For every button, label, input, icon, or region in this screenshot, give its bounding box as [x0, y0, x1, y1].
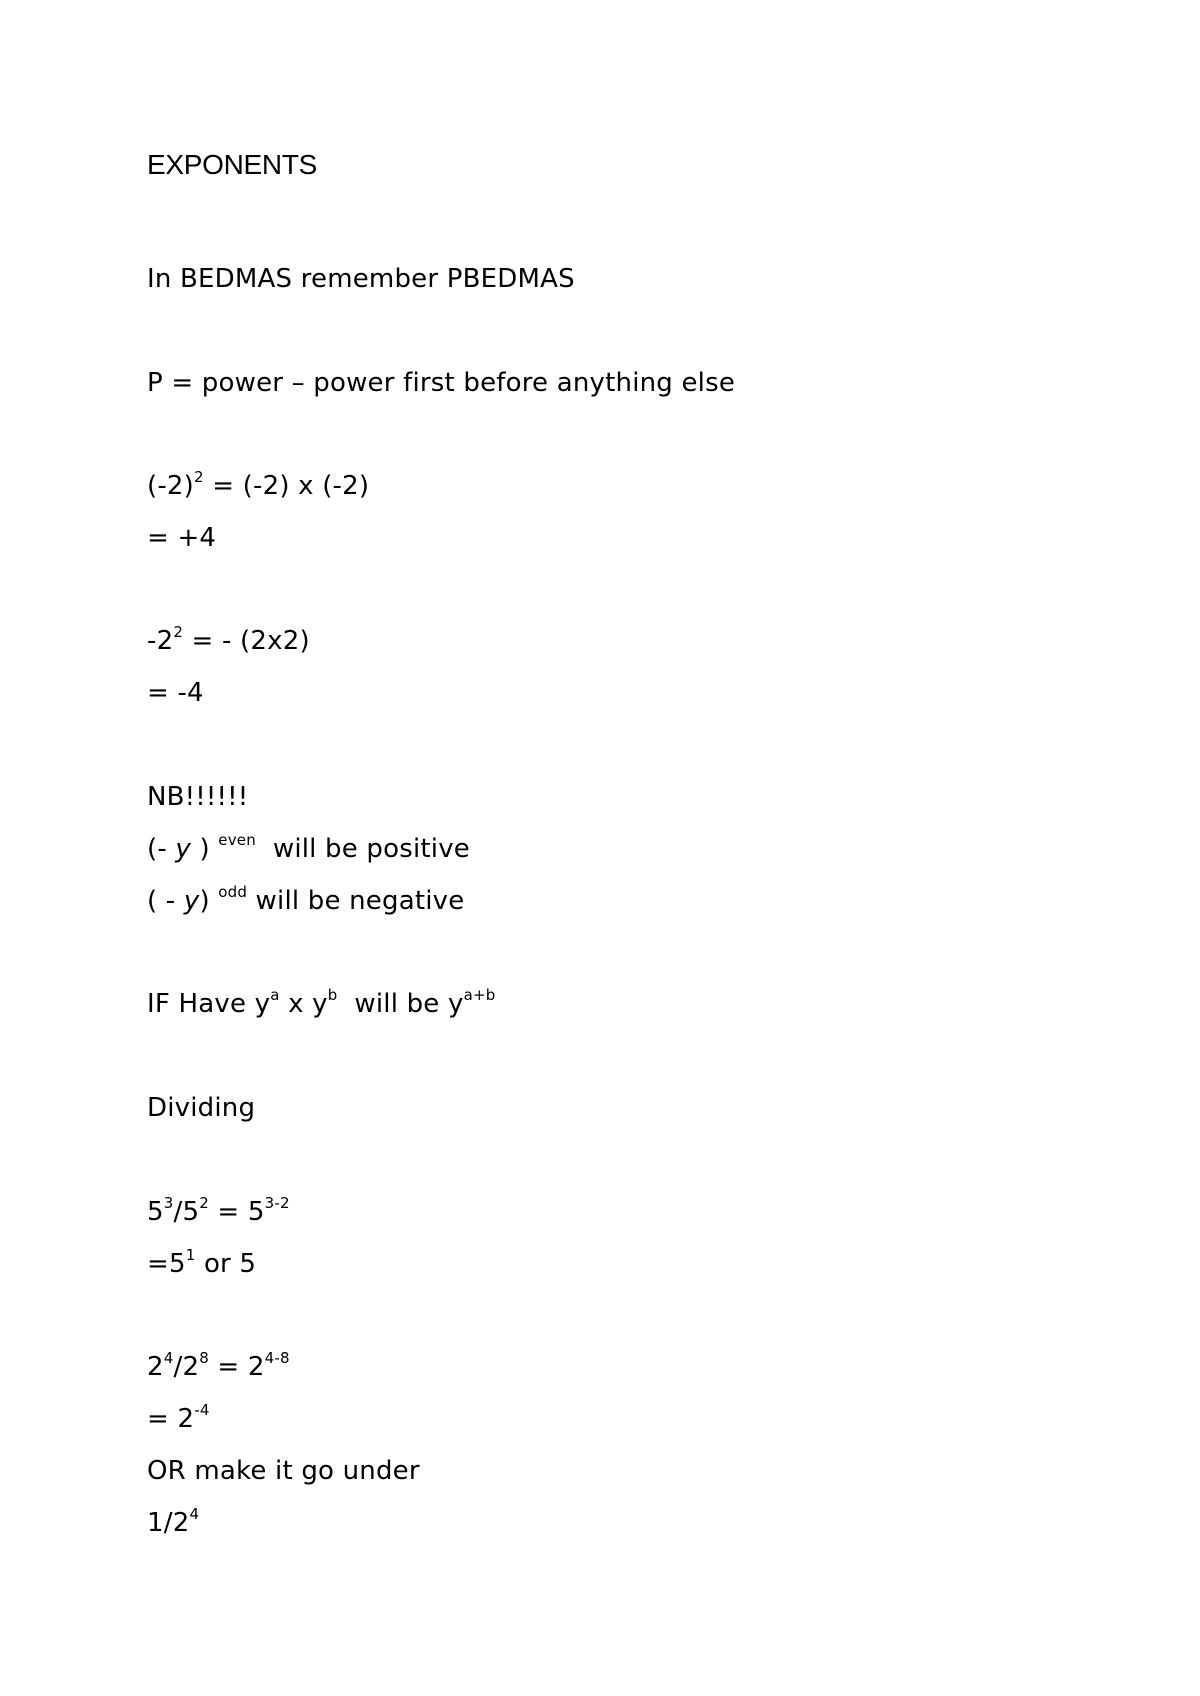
div2-eq: = 2 [208, 1352, 265, 1382]
bedmas-line: In BEDMAS remember PBEDMAS [147, 264, 575, 294]
divide-example-2-note: OR make it go under [147, 1456, 420, 1486]
rule-text: will be y [337, 989, 464, 1019]
example-1-result: = +4 [147, 523, 217, 553]
example-2-base: -2 [147, 626, 174, 656]
rule-exponent-a: a [270, 986, 280, 1004]
nb-odd-open: ( - [147, 886, 184, 916]
power-line: P = power – power first before anything else [147, 368, 736, 398]
div2-exp2: 8 [199, 1349, 209, 1367]
nb-heading: NB!!!!!! [147, 782, 249, 812]
rule-prefix: IF Have y [147, 989, 271, 1019]
nb-even-exponent: even [218, 831, 256, 849]
div1-result-exp: 1 [185, 1246, 196, 1264]
page-title: EXPONENTS [147, 149, 318, 180]
example-1-base: (-2) [147, 471, 195, 501]
div1-result-prefix: =5 [147, 1249, 186, 1279]
divide-example-1-result [147, 1248, 256, 1280]
nb-even-open: (- [147, 834, 176, 864]
nb-odd-exponent: odd [218, 883, 248, 901]
nb-even-text: will be positive [255, 834, 470, 864]
div1-eq: = 5 [208, 1197, 265, 1227]
div1-exp2: 2 [199, 1194, 209, 1212]
div2-base: 2 [147, 1352, 164, 1382]
example-1-exponent: 2 [194, 468, 204, 486]
rule-exponent-sum: a+b [463, 986, 496, 1004]
nb-even-close: ) [190, 834, 219, 864]
example-2-exponent: 2 [173, 623, 184, 641]
divide-example-1 [147, 1196, 290, 1228]
div1-exp3: 3-2 [264, 1194, 290, 1212]
div1-exp1: 3 [163, 1194, 174, 1212]
div2-exp3: 4-8 [264, 1349, 290, 1367]
nb-even-var: y [175, 834, 191, 864]
rule-exponent-b: b [327, 986, 338, 1004]
example-2-rhs: = - (2x2) [183, 626, 310, 656]
div2-exp1: 4 [163, 1349, 174, 1367]
nb-odd-rule [147, 885, 464, 917]
example-2-equation [147, 625, 310, 657]
example-2-result: = -4 [147, 678, 204, 708]
divide-example-2 [147, 1351, 290, 1383]
div2-result-exp: -4 [194, 1401, 210, 1419]
rule-mid: x y [279, 989, 328, 1019]
div2-result-prefix: = 2 [147, 1404, 195, 1434]
div2-alt-prefix: 1/2 [147, 1508, 190, 1538]
nb-even-rule [147, 833, 470, 865]
div1-slash: /5 [173, 1197, 200, 1227]
divide-example-2-result [147, 1403, 210, 1435]
div1-base: 5 [147, 1197, 164, 1227]
div2-alt-exp: 4 [189, 1505, 200, 1523]
div2-slash: /2 [173, 1352, 200, 1382]
nb-odd-close: ) [199, 886, 219, 916]
nb-odd-var: y [183, 886, 200, 916]
example-1-equation [147, 470, 369, 502]
divide-example-2-alt [147, 1507, 199, 1539]
multiply-rule [147, 988, 495, 1020]
dividing-heading: Dividing [147, 1093, 256, 1123]
div1-result-suffix: or 5 [195, 1249, 257, 1279]
nb-odd-text: will be negative [247, 886, 465, 916]
example-1-rhs: = (-2) x (-2) [203, 471, 370, 501]
